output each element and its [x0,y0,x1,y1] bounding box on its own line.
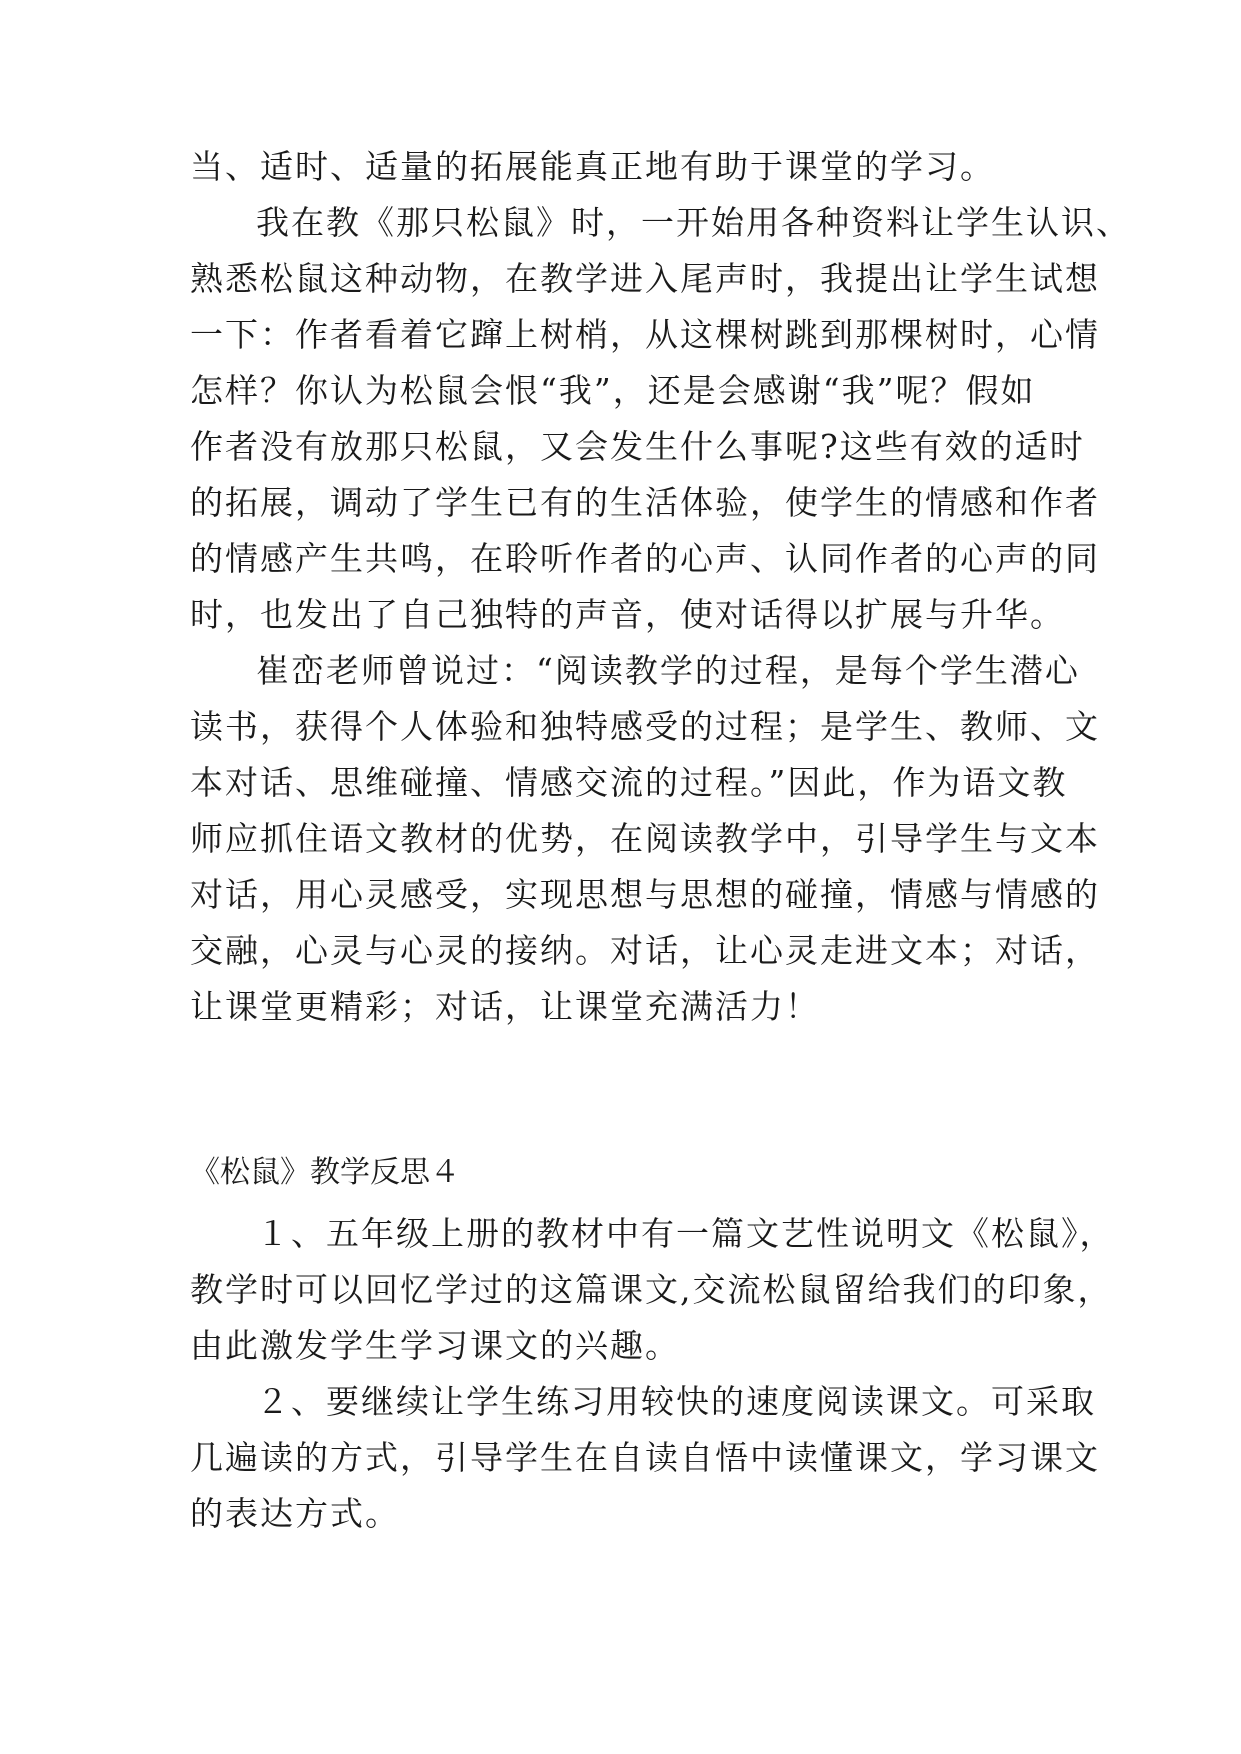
text-line: 熟悉松鼠这种动物，在教学进入尾声时，我提出让学生试想 [190,259,1100,298]
text-line: 的情感产生共鸣，在聆听作者的心声、认同作者的心声的同 [190,539,1100,578]
text-line: 几遍读的方式，引导学生在自读自悟中读懂课文，学习课文 [190,1438,1100,1477]
paragraph-group-1 [190,139,1131,1035]
text-line: 读书，获得个人体验和独特感受的过程；是学生、教师、文 [190,707,1100,746]
text-line: 怎样？你认为松鼠会恨“我”，还是会感谢“我”呢？假如 [190,371,1036,410]
section-heading: 《松鼠》教学反思４ [190,1155,460,1190]
text-line: 教学时可以回忆学过的这篇课文,交流松鼠留给我们的印象， [190,1270,1113,1309]
text-line: 由此激发学生学习课文的兴趣。 [190,1326,680,1365]
text-line: 崔峦老师曾说过：“阅读教学的过程，是每个学生潜心 [256,651,1080,690]
text-line: 当、适时、适量的拓展能真正地有助于课堂的学习。 [190,147,995,186]
text-line: 我在教《那只松鼠》时，一开始用各种资料让学生认识、 [256,203,1131,242]
text-line: 让课堂更精彩；对话，让课堂充满活力！ [190,987,820,1026]
text-line: 对话，用心灵感受，实现思想与思想的碰撞，情感与情感的 [190,875,1100,914]
text-line: 本对话、思维碰撞、情感交流的过程。”因此，作为语文教 [190,763,1068,802]
text-line: ２、要继续让学生练习用较快的速度阅读课文。可采取 [256,1382,1096,1421]
text-line: 师应抓住语文教材的优势，在阅读教学中，引导学生与文本 [190,819,1100,858]
text-line: 的表达方式。 [190,1494,400,1533]
paragraph-group-2 [190,1206,1115,1542]
text-line: 时，也发出了自己独特的声音，使对话得以扩展与升华。 [190,595,1065,634]
text-line: 一下：作者看着它蹿上树梢，从这棵树跳到那棵树时，心情 [190,315,1100,354]
text-line: 作者没有放那只松鼠，又会发生什么事呢?这些有效的适时 [190,427,1085,466]
text-line: 的拓展，调动了学生已有的生活体验，使学生的情感和作者 [190,483,1100,522]
text-line: 交融，心灵与心灵的接纳。对话，让心灵走进文本；对话， [190,931,1100,970]
text-line: １、五年级上册的教材中有一篇文艺性说明文《松鼠》， [256,1214,1115,1253]
